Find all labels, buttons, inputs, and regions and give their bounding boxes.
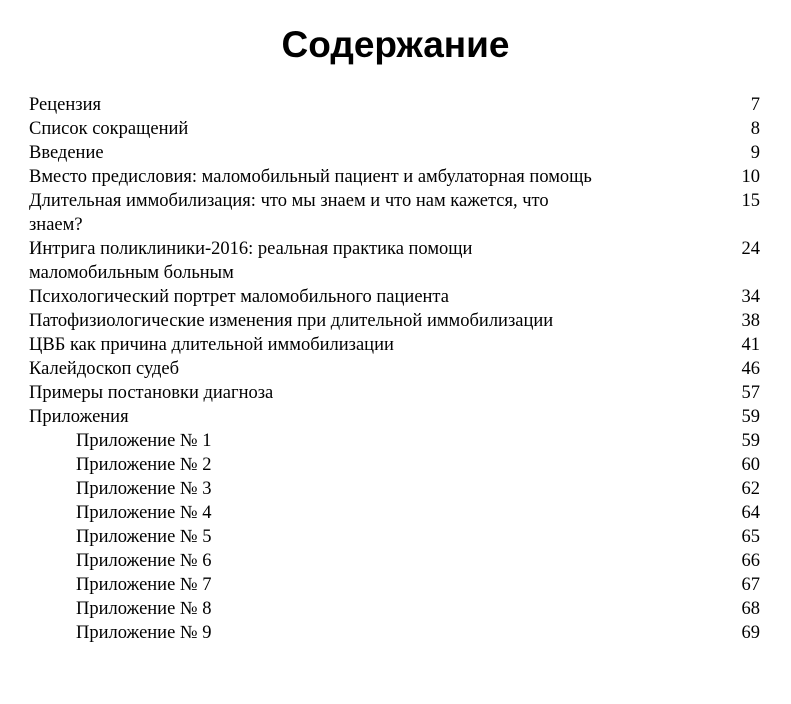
toc-subentry-label: Приложение № 9: [76, 623, 212, 643]
toc-subentry-label: Приложение № 5: [76, 527, 212, 547]
toc-entry-label: Психологический портрет маломобильного пациента: [29, 287, 449, 307]
toc-entry-page: 15: [741, 191, 760, 211]
toc-entry-review[interactable]: [29, 93, 760, 117]
toc-entry-label: ЦВБ как причина длительной иммобилизации: [29, 335, 394, 355]
toc-entry-appendices[interactable]: [29, 405, 760, 429]
toc-entry-label: Приложения: [29, 407, 129, 427]
toc-entry-page: 41: [741, 335, 760, 355]
toc-subentry-label: Приложение № 7: [76, 575, 212, 595]
toc-subentry-label: Приложение № 2: [76, 455, 212, 475]
toc-entry-introduction[interactable]: [29, 141, 760, 165]
toc-entry-page: 34: [741, 287, 760, 307]
toc-subentry-appendix-7[interactable]: [29, 573, 760, 597]
toc-subentry-appendix-4[interactable]: [29, 501, 760, 525]
toc-entry-psychological-portrait[interactable]: [29, 285, 760, 309]
toc-subentry-appendix-9[interactable]: [29, 621, 760, 645]
toc-subentry-page: 62: [741, 479, 760, 499]
toc-subentry-page: 65: [741, 527, 760, 547]
toc-entry-page: 7: [750, 95, 760, 115]
toc-entry-pathophysiology[interactable]: [29, 309, 760, 333]
toc-entry-long-immobilization[interactable]: [29, 189, 760, 237]
toc-entry-kaleidoscope[interactable]: [29, 357, 760, 381]
toc-subentry-appendix-6[interactable]: [29, 549, 760, 573]
toc-subentry-page: 68: [741, 599, 760, 619]
toc-subentry-appendix-5[interactable]: [29, 525, 760, 549]
toc-entry-page: 10: [741, 167, 760, 187]
toc-subentry-page: 59: [741, 431, 760, 451]
toc-entry-page: 59: [741, 407, 760, 427]
toc-subentry-label: Приложение № 3: [76, 479, 212, 499]
table-of-contents: [29, 93, 760, 645]
toc-entry-label: Примеры постановки диагноза: [29, 383, 274, 403]
toc-entry-preface[interactable]: [29, 165, 760, 189]
toc-entry-page: 46: [741, 359, 760, 379]
toc-entry-page: 57: [741, 383, 760, 403]
toc-entry-page: 24: [741, 239, 760, 259]
toc-entry-label: Интрига поликлиники-2016: реальная практика помощи маломобильным больным: [29, 239, 473, 283]
toc-subentry-appendix-8[interactable]: [29, 597, 760, 621]
toc-subentry-appendix-3[interactable]: [29, 477, 760, 501]
toc-entry-page: 38: [741, 311, 760, 331]
toc-entry-label: Вместо предисловия: маломобильный пациент и амбулаторная помощь: [29, 167, 592, 187]
toc-subentry-label: Приложение № 1: [76, 431, 212, 451]
toc-entry-clinic-intrigue[interactable]: [29, 237, 760, 285]
toc-subentry-page: 69: [741, 623, 760, 643]
toc-subentry-label: Приложение № 4: [76, 503, 212, 523]
toc-entry-label: Калейдоскоп судеб: [29, 359, 180, 379]
toc-subentry-appendix-1[interactable]: [29, 429, 760, 453]
toc-entry-abbreviations[interactable]: [29, 117, 760, 141]
toc-entry-label: Патофизиологические изменения при длительной иммобилизации: [29, 311, 554, 331]
toc-subentry-page: 66: [741, 551, 760, 571]
toc-entry-label: Длительная иммобилизация: что мы знаем и что нам кажется, что знаем?: [29, 191, 549, 235]
toc-entry-label: Рецензия: [29, 95, 101, 115]
toc-entry-label: Список сокращений: [29, 119, 189, 139]
toc-subentry-label: Приложение № 8: [76, 599, 212, 619]
toc-subentry-page: 60: [741, 455, 760, 475]
toc-subentry-label: Приложение № 6: [76, 551, 212, 571]
toc-entry-diagnosis-examples[interactable]: [29, 381, 760, 405]
toc-subentry-appendix-2[interactable]: [29, 453, 760, 477]
toc-subentry-page: 67: [741, 575, 760, 595]
toc-subentry-page: 64: [741, 503, 760, 523]
page-title: Содержание: [281, 24, 510, 65]
toc-entry-label: Введение: [29, 143, 104, 163]
toc-entry-page: 8: [750, 119, 760, 139]
toc-entry-cvd-cause[interactable]: [29, 333, 760, 357]
toc-entry-page: 9: [750, 143, 760, 163]
